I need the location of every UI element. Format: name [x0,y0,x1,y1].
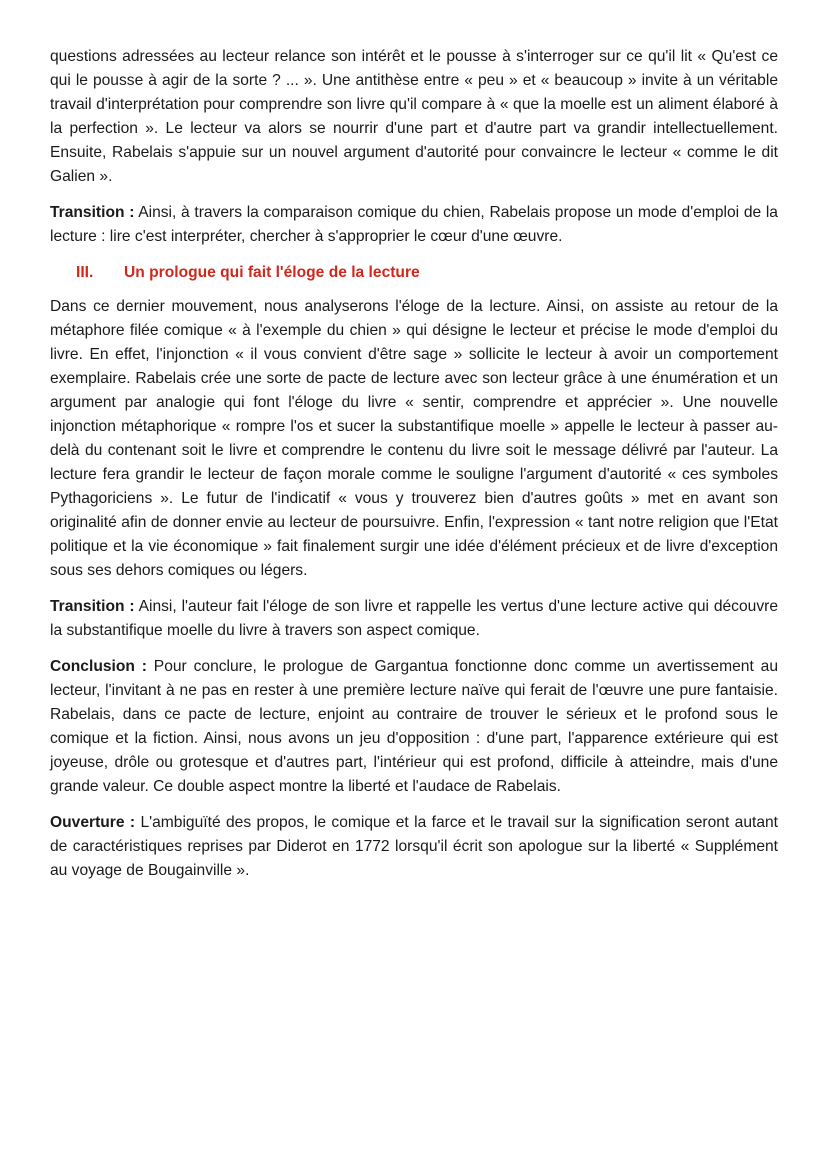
section-body-paragraph: Dans ce dernier mouvement, nous analyserons l'éloge de la lecture. Ainsi, on assiste au retour de la métaphore filée comique « à l'exemple du chien » qui désigne le lecteur et précise le mode d'emploi du livre. En effet, l'injonction « il vous convient d'être sage » sollicite le lecteur à avoir un comportement exemplaire. Rabelais crée une sorte de pacte de lecture avec son lecteur grâce à une énumération et un argument par analogie qui font l'éloge du livre « sentir, comprendre et apprécier ». Une nouvelle injonction métaphorique « rompre l'os et sucer la substantifique moelle » appelle le lecteur à passer au-delà du contenant soit le livre et comprendre le contenu du livre soit le message délivré par l'auteur. La lecture fera grandir le lecteur de façon morale comme le souligne l'argument d'autorité « ces symboles Pythagoriciens ». Le futur de l'indicatif « vous y trouverez bien d'autres goûts » met en avant son originalité afin de donner envie au lecteur de poursuivre. Enfin, l'expression « tant notre religion que l'Etat politique et la vie économique » fait finalement surgir une idée d'élément précieux et de livre d'exception sous ses dehors comiques ou légers. [50,298,778,579]
conclusion-text: Pour conclure, le prologue de Gargantua fonctionne donc comme un avertissement au lecteur, l'invitant à ne pas en rester à une première lecture naïve qui ferait de l'œuvre une pure fantaisie. Rabelais, dans ce pacte de lecture, enjoint au contraire de trouver le sérieux et le profond sous le comique et la fiction. Ainsi, nous avons un jeu d'opposition : d'une part, l'apparence extérieure qui est joyeuse, drôle ou grotesque et d'autres part, l'intérieur qui est profond, difficile à atteindre, mais d'une grande valeur. Ce double aspect montre la liberté et l'audace de Rabelais. [50,658,778,795]
ouverture-text: L'ambiguïté des propos, le comique et la farce et le travail sur la signification seront autant de caractéristiques reprises par Diderot en 1772 lorsqu'il écrit son apologue sur la liberté « Supplément au voyage de Bougainville ». [50,814,779,879]
transition-paragraph-2 [50,595,778,643]
transition-label-1: Transition : [50,204,135,221]
section-number: III. [76,264,94,281]
transition-paragraph-1 [50,201,778,249]
ouverture-label: Ouverture : [50,814,136,831]
conclusion-paragraph [50,655,778,799]
transition-text-1: Ainsi, à travers la comparaison comique du chien, Rabelais propose un mode d'emploi de la lecture : lire c'est interpréter, chercher à s'approprier le cœur d'une œuvre. [50,204,778,245]
transition-label-2: Transition : [50,598,135,615]
transition-text-2: Ainsi, l'auteur fait l'éloge de son livre et rappelle les vertus d'une lecture active qui découvre la substantifique moelle du livre à travers son aspect comique. [50,598,778,639]
section-title: Un prologue qui fait l'éloge de la lecture [124,264,420,281]
conclusion-label: Conclusion : [50,658,147,675]
ouverture-paragraph [50,811,778,883]
document-page [50,45,778,895]
intro-paragraph: questions adressées au lecteur relance son intérêt et le pousse à s'interroger sur ce qu'il lit « Qu'est ce qui le pousse à agir de la sorte ? ... ». Une antithèse entre « peu » et « beaucoup » invite à un véritable travail d'interprétation pour comprendre son livre qu'il compare à « que la moelle est un aliment élaboré à la perfection ». Le lecteur va alors se nourrir d'une part et d'autre part va grandir intellectuellement. Ensuite, Rabelais s'appuie sur un nouvel argument d'autorité pour convaincre le lecteur « comme le dit Galien ». [50,48,778,185]
section-heading [76,261,778,285]
